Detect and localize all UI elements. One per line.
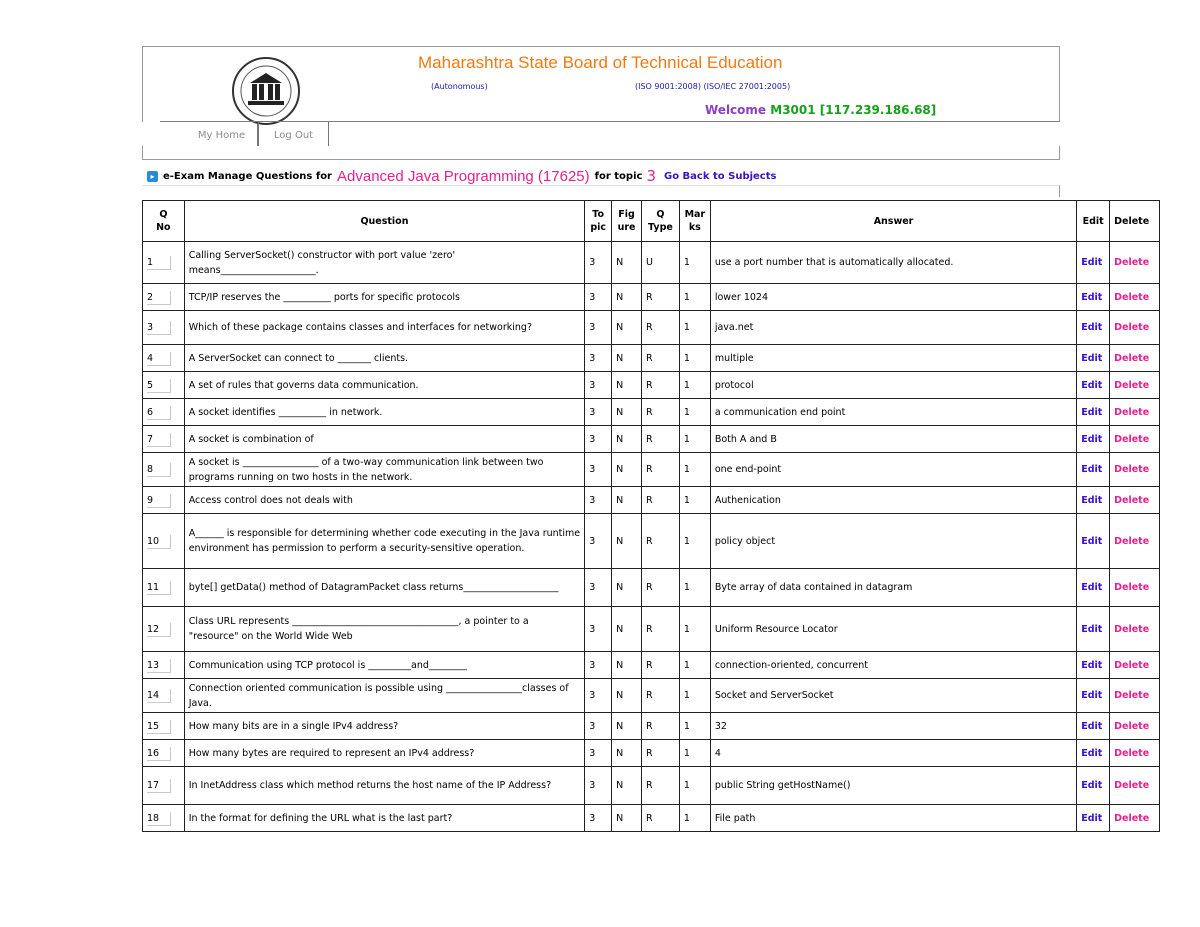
table-row: [143, 679, 1160, 713]
marks-cell: 1: [679, 713, 710, 740]
question-cell: byte[] getData() method of DatagramPacket class returns____________________: [184, 569, 585, 607]
qtype-cell: R: [642, 426, 680, 453]
marks-cell: 1: [679, 372, 710, 399]
figure-cell: N: [612, 767, 642, 805]
delete-link[interactable]: Delete: [1110, 242, 1160, 284]
delete-link[interactable]: Delete: [1110, 713, 1160, 740]
questions-table: [142, 200, 1160, 832]
marks-cell: 1: [679, 679, 710, 713]
delete-link[interactable]: Delete: [1110, 569, 1160, 607]
qno-cell: [143, 740, 185, 767]
header-qno: Q No: [143, 201, 185, 242]
figure-cell: N: [612, 311, 642, 345]
marks-cell: 1: [679, 311, 710, 345]
table-row: [143, 740, 1160, 767]
for-topic-label: for topic: [594, 170, 643, 182]
figure-cell: N: [612, 372, 642, 399]
answer-cell: lower 1024: [710, 284, 1076, 311]
topic-cell: 3: [585, 569, 612, 607]
table-row: [143, 607, 1160, 652]
figure-cell: N: [612, 453, 642, 487]
header-edit: Edit: [1077, 201, 1110, 242]
marks-cell: 1: [679, 652, 710, 679]
qtype-cell: R: [642, 805, 680, 832]
table-row: [143, 805, 1160, 832]
answer-cell: Both A and B: [710, 426, 1076, 453]
answer-cell: public String getHostName(): [710, 767, 1076, 805]
edit-link[interactable]: Edit: [1077, 652, 1110, 679]
topic-number: 3: [646, 167, 656, 185]
qno-value: 1: [147, 256, 171, 270]
qno-value: 6: [147, 406, 171, 420]
figure-cell: N: [612, 607, 642, 652]
topic-cell: 3: [585, 372, 612, 399]
table-header-row: [143, 201, 1160, 242]
header-figure: Fig ure: [612, 201, 642, 242]
questions-body: [143, 242, 1160, 832]
marks-cell: 1: [679, 399, 710, 426]
delete-link[interactable]: Delete: [1110, 487, 1160, 514]
qno-cell: [143, 713, 185, 740]
qno-value: 14: [147, 689, 171, 703]
header-question: Question: [184, 201, 585, 242]
delete-link[interactable]: Delete: [1110, 740, 1160, 767]
marks-cell: 1: [679, 740, 710, 767]
delete-link[interactable]: Delete: [1110, 426, 1160, 453]
edit-link[interactable]: Edit: [1077, 487, 1110, 514]
qno-value: 18: [147, 812, 171, 826]
topic-cell: 3: [585, 514, 612, 569]
question-cell: A set of rules that governs data communication.: [184, 372, 585, 399]
header-marks: Mar ks: [679, 201, 710, 242]
topic-cell: 3: [585, 453, 612, 487]
marks-cell: 1: [679, 345, 710, 372]
table-row: [143, 242, 1160, 284]
delete-link[interactable]: Delete: [1110, 607, 1160, 652]
qtype-cell: R: [642, 345, 680, 372]
qtype-cell: R: [642, 569, 680, 607]
topic-cell: 3: [585, 767, 612, 805]
autonomous-label: (Autonomous): [431, 82, 488, 91]
figure-cell: N: [612, 740, 642, 767]
figure-cell: N: [612, 569, 642, 607]
qno-value: 8: [147, 463, 171, 477]
table-row: [143, 713, 1160, 740]
edit-link[interactable]: Edit: [1077, 607, 1110, 652]
qno-value: 7: [147, 433, 171, 447]
answer-cell: java.net: [710, 311, 1076, 345]
edit-link[interactable]: Edit: [1077, 426, 1110, 453]
answer-cell: multiple: [710, 345, 1076, 372]
arrow-icon: ▸: [147, 171, 158, 182]
figure-cell: N: [612, 805, 642, 832]
question-cell: TCP/IP reserves the __________ ports for specific protocols: [184, 284, 585, 311]
logout-link[interactable]: Log Out: [259, 124, 329, 146]
delete-link[interactable]: Delete: [1110, 284, 1160, 311]
marks-cell: 1: [679, 284, 710, 311]
edit-link[interactable]: Edit: [1077, 679, 1110, 713]
question-cell: In the format for defining the URL what is the last part?: [184, 805, 585, 832]
answer-cell: one end-point: [710, 453, 1076, 487]
delete-link[interactable]: Delete: [1110, 514, 1160, 569]
table-row: [143, 487, 1160, 514]
header-qtype: Q Type: [642, 201, 680, 242]
figure-cell: N: [612, 399, 642, 426]
qno-value: 12: [147, 623, 171, 637]
figure-cell: N: [612, 679, 642, 713]
table-row: [143, 345, 1160, 372]
figure-cell: N: [612, 487, 642, 514]
question-cell: How many bytes are required to represent an IPv4 address?: [184, 740, 585, 767]
qtype-cell: U: [642, 242, 680, 284]
qno-cell: [143, 399, 185, 426]
answer-cell: Authenication: [710, 487, 1076, 514]
edit-link[interactable]: Edit: [1077, 805, 1110, 832]
figure-cell: N: [612, 652, 642, 679]
edit-link[interactable]: Edit: [1077, 514, 1110, 569]
question-cell: A ServerSocket can connect to _______ clients.: [184, 345, 585, 372]
qno-value: 4: [147, 352, 171, 366]
topic-cell: 3: [585, 242, 612, 284]
delete-link[interactable]: Delete: [1110, 453, 1160, 487]
table-row: [143, 569, 1160, 607]
answer-cell: a communication end point: [710, 399, 1076, 426]
delete-link[interactable]: Delete: [1110, 679, 1160, 713]
topic-cell: 3: [585, 805, 612, 832]
welcome-user: M3001 [117.239.186.68]: [770, 103, 937, 117]
header-answer: Answer: [710, 201, 1076, 242]
edit-link[interactable]: Edit: [1077, 311, 1110, 345]
edit-link[interactable]: Edit: [1077, 399, 1110, 426]
qno-value: 3: [147, 321, 171, 335]
header-delete: Delete: [1110, 201, 1160, 242]
question-cell: Communication using TCP protocol is _________and________: [184, 652, 585, 679]
qtype-cell: R: [642, 453, 680, 487]
delete-link[interactable]: Delete: [1110, 805, 1160, 832]
delete-link[interactable]: Delete: [1110, 311, 1160, 345]
qno-cell: [143, 453, 185, 487]
answer-cell: connection-oriented, concurrent: [710, 652, 1076, 679]
topic-cell: 3: [585, 311, 612, 345]
edit-link[interactable]: Edit: [1077, 284, 1110, 311]
question-cell: Which of these package contains classes and interfaces for networking?: [184, 311, 585, 345]
marks-cell: 1: [679, 569, 710, 607]
question-cell: A socket is ________________ of a two-way communication link between two programs running on two hosts in the network.: [184, 453, 585, 487]
table-row: [143, 311, 1160, 345]
marks-cell: 1: [679, 453, 710, 487]
qtype-cell: R: [642, 399, 680, 426]
answer-cell: use a port number that is automatically allocated.: [710, 242, 1076, 284]
edit-link[interactable]: Edit: [1077, 740, 1110, 767]
qno-cell: [143, 372, 185, 399]
header-topic: To pic: [585, 201, 612, 242]
figure-cell: N: [612, 242, 642, 284]
answer-cell: File path: [710, 805, 1076, 832]
qno-value: 16: [147, 747, 171, 761]
delete-link[interactable]: Delete: [1110, 652, 1160, 679]
edit-link[interactable]: Edit: [1077, 345, 1110, 372]
topic-cell: 3: [585, 679, 612, 713]
iso-label: (ISO 9001:2008) (ISO/IEC 27001:2005): [635, 82, 791, 91]
table-row: [143, 372, 1160, 399]
qtype-cell: R: [642, 372, 680, 399]
qtype-cell: R: [642, 713, 680, 740]
answer-cell: 4: [710, 740, 1076, 767]
qtype-cell: R: [642, 514, 680, 569]
qno-cell: [143, 242, 185, 284]
question-cell: A socket identifies __________ in network.: [184, 399, 585, 426]
qtype-cell: R: [642, 311, 680, 345]
table-row: [143, 652, 1160, 679]
question-cell: Class URL represents ___________________________________, a pointer to a "resource" on the World Wide Web: [184, 607, 585, 652]
table-row: [143, 767, 1160, 805]
qno-value: 9: [147, 494, 171, 508]
answer-cell: policy object: [710, 514, 1076, 569]
back-to-subjects-link[interactable]: Go Back to Subjects: [664, 170, 777, 182]
qno-cell: [143, 652, 185, 679]
qno-cell: [143, 487, 185, 514]
topic-cell: 3: [585, 713, 612, 740]
answer-cell: Socket and ServerSocket: [710, 679, 1076, 713]
table-row: [143, 514, 1160, 569]
qno-value: 15: [147, 720, 171, 734]
marks-cell: 1: [679, 426, 710, 453]
topic-cell: 3: [585, 740, 612, 767]
qno-cell: [143, 767, 185, 805]
edit-link[interactable]: Edit: [1077, 569, 1110, 607]
topic-cell: 3: [585, 487, 612, 514]
topic-cell: 3: [585, 399, 612, 426]
marks-cell: 1: [679, 487, 710, 514]
question-cell: Connection oriented communication is possible using ________________classes of Java.: [184, 679, 585, 713]
qno-cell: [143, 284, 185, 311]
question-cell: In InetAddress class which method returns the host name of the IP Address?: [184, 767, 585, 805]
qtype-cell: R: [642, 740, 680, 767]
delete-link[interactable]: Delete: [1110, 345, 1160, 372]
marks-cell: 1: [679, 767, 710, 805]
marks-cell: 1: [679, 805, 710, 832]
qno-value: 17: [147, 779, 171, 793]
qno-cell: [143, 426, 185, 453]
table-row: [143, 453, 1160, 487]
qno-cell: [143, 805, 185, 832]
figure-cell: N: [612, 426, 642, 453]
exam-prefix: e-Exam Manage Questions for: [163, 170, 332, 182]
qno-cell: [143, 569, 185, 607]
figure-cell: N: [612, 345, 642, 372]
answer-cell: protocol: [710, 372, 1076, 399]
figure-cell: N: [612, 713, 642, 740]
delete-link[interactable]: Delete: [1110, 399, 1160, 426]
topic-cell: 3: [585, 652, 612, 679]
qno-value: 5: [147, 379, 171, 393]
edit-link[interactable]: Edit: [1077, 242, 1110, 284]
table-row: [143, 426, 1160, 453]
question-cell: How many bits are in a single IPv4 address?: [184, 713, 585, 740]
question-cell: A socket is combination of: [184, 426, 585, 453]
topic-cell: 3: [585, 607, 612, 652]
topic-cell: 3: [585, 345, 612, 372]
edit-link[interactable]: Edit: [1077, 372, 1110, 399]
edit-link[interactable]: Edit: [1077, 767, 1110, 805]
topic-cell: 3: [585, 284, 612, 311]
answer-cell: 32: [710, 713, 1076, 740]
my-home-link[interactable]: My Home: [186, 124, 258, 146]
question-cell: Access control does not deals with: [184, 487, 585, 514]
qtype-cell: R: [642, 679, 680, 713]
answer-cell: Uniform Resource Locator: [710, 607, 1076, 652]
qtype-cell: R: [642, 607, 680, 652]
delete-link[interactable]: Delete: [1110, 372, 1160, 399]
edit-link[interactable]: Edit: [1077, 713, 1110, 740]
qno-cell: [143, 607, 185, 652]
qno-cell: [143, 345, 185, 372]
question-cell: A______ is responsible for determining whether code executing in the Java runtime environment has permission to perform a security-sensitive operation.: [184, 514, 585, 569]
qno-value: 11: [147, 581, 171, 595]
qno-cell: [143, 679, 185, 713]
figure-cell: N: [612, 284, 642, 311]
figure-cell: N: [612, 514, 642, 569]
org-title: Maharashtra State Board of Technical Education: [418, 53, 783, 72]
delete-link[interactable]: Delete: [1110, 767, 1160, 805]
qno-value: 13: [147, 659, 171, 673]
marks-cell: 1: [679, 607, 710, 652]
edit-link[interactable]: Edit: [1077, 453, 1110, 487]
topic-cell: 3: [585, 426, 612, 453]
qtype-cell: R: [642, 652, 680, 679]
qtype-cell: R: [642, 767, 680, 805]
question-cell: Calling ServerSocket() constructor with port value 'zero' means____________________.: [184, 242, 585, 284]
qno-value: 10: [147, 535, 171, 549]
subject-name: Advanced Java Programming (17625): [337, 167, 590, 185]
qno-cell: [143, 311, 185, 345]
qtype-cell: R: [642, 284, 680, 311]
table-row: [143, 399, 1160, 426]
answer-cell: Byte array of data contained in datagram: [710, 569, 1076, 607]
qno-value: 2: [147, 291, 171, 305]
table-row: [143, 284, 1160, 311]
welcome-label: Welcome: [705, 103, 767, 117]
marks-cell: 1: [679, 242, 710, 284]
qno-cell: [143, 514, 185, 569]
qtype-cell: R: [642, 487, 680, 514]
marks-cell: 1: [679, 514, 710, 569]
